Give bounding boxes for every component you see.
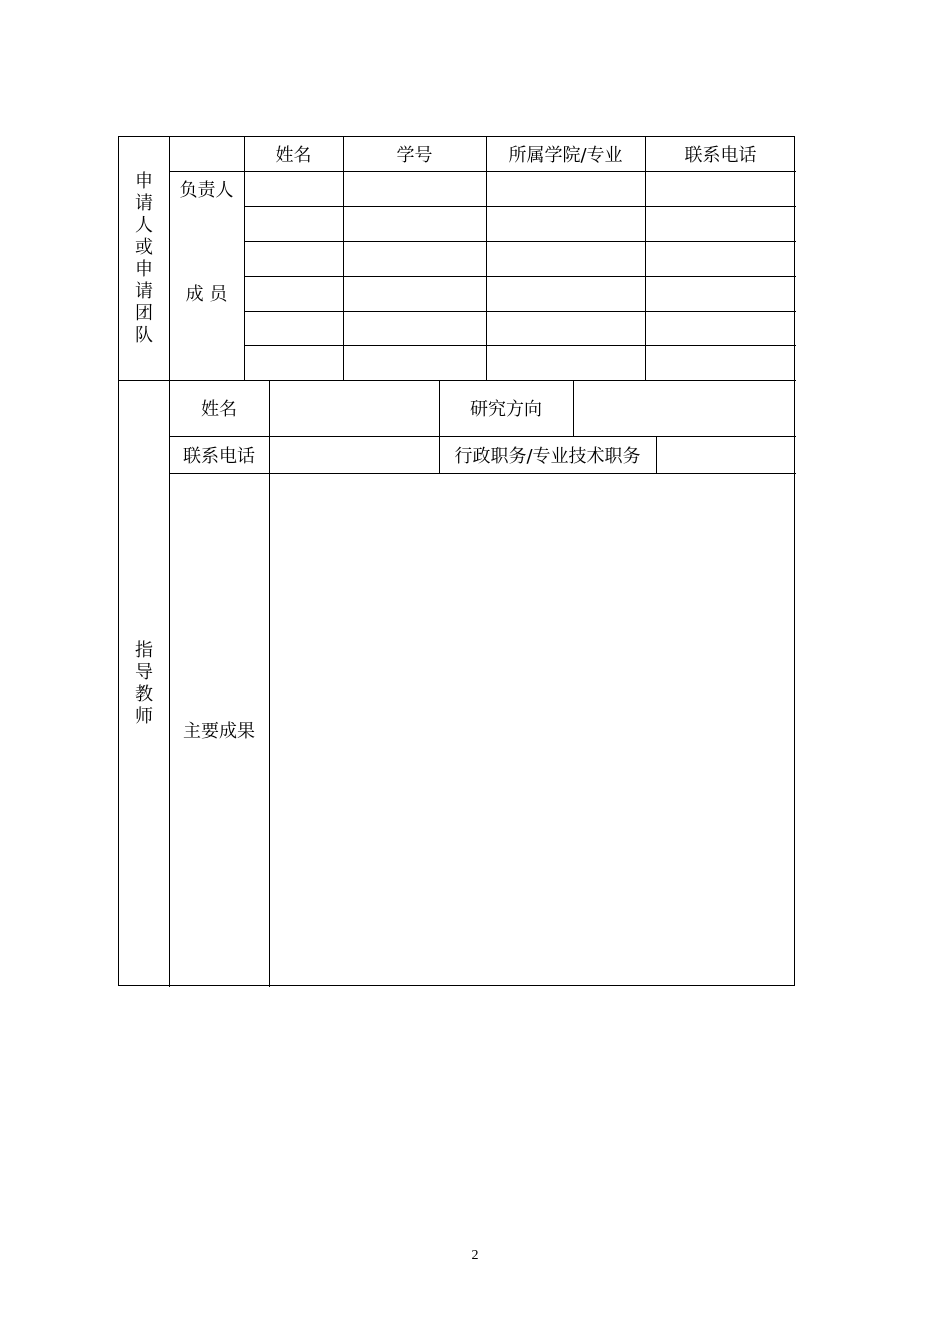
leader-label: 负责人 (179, 179, 234, 201)
advisor-phone-label: 联系电话 (183, 445, 255, 467)
position-label: 行政职务/专业技术职务 (454, 445, 641, 467)
research-direction-label: 研究方向 (470, 399, 542, 420)
header-college-major: 所属学院/专业 (508, 145, 623, 166)
advisor-section-label: 指导教师 (135, 639, 153, 727)
header-name: 姓名 (275, 145, 312, 166)
advisor-name-label: 姓名 (201, 399, 237, 420)
header-student-id: 学号 (396, 145, 433, 166)
applicant-section-label: 申请人或申请团队 (135, 170, 153, 346)
achievements-label: 主要成果 (183, 721, 255, 742)
page-number: 2 (471, 1248, 479, 1263)
members-label: 成 员 (185, 284, 228, 305)
header-phone: 联系电话 (684, 145, 757, 166)
application-form-table (118, 136, 795, 986)
